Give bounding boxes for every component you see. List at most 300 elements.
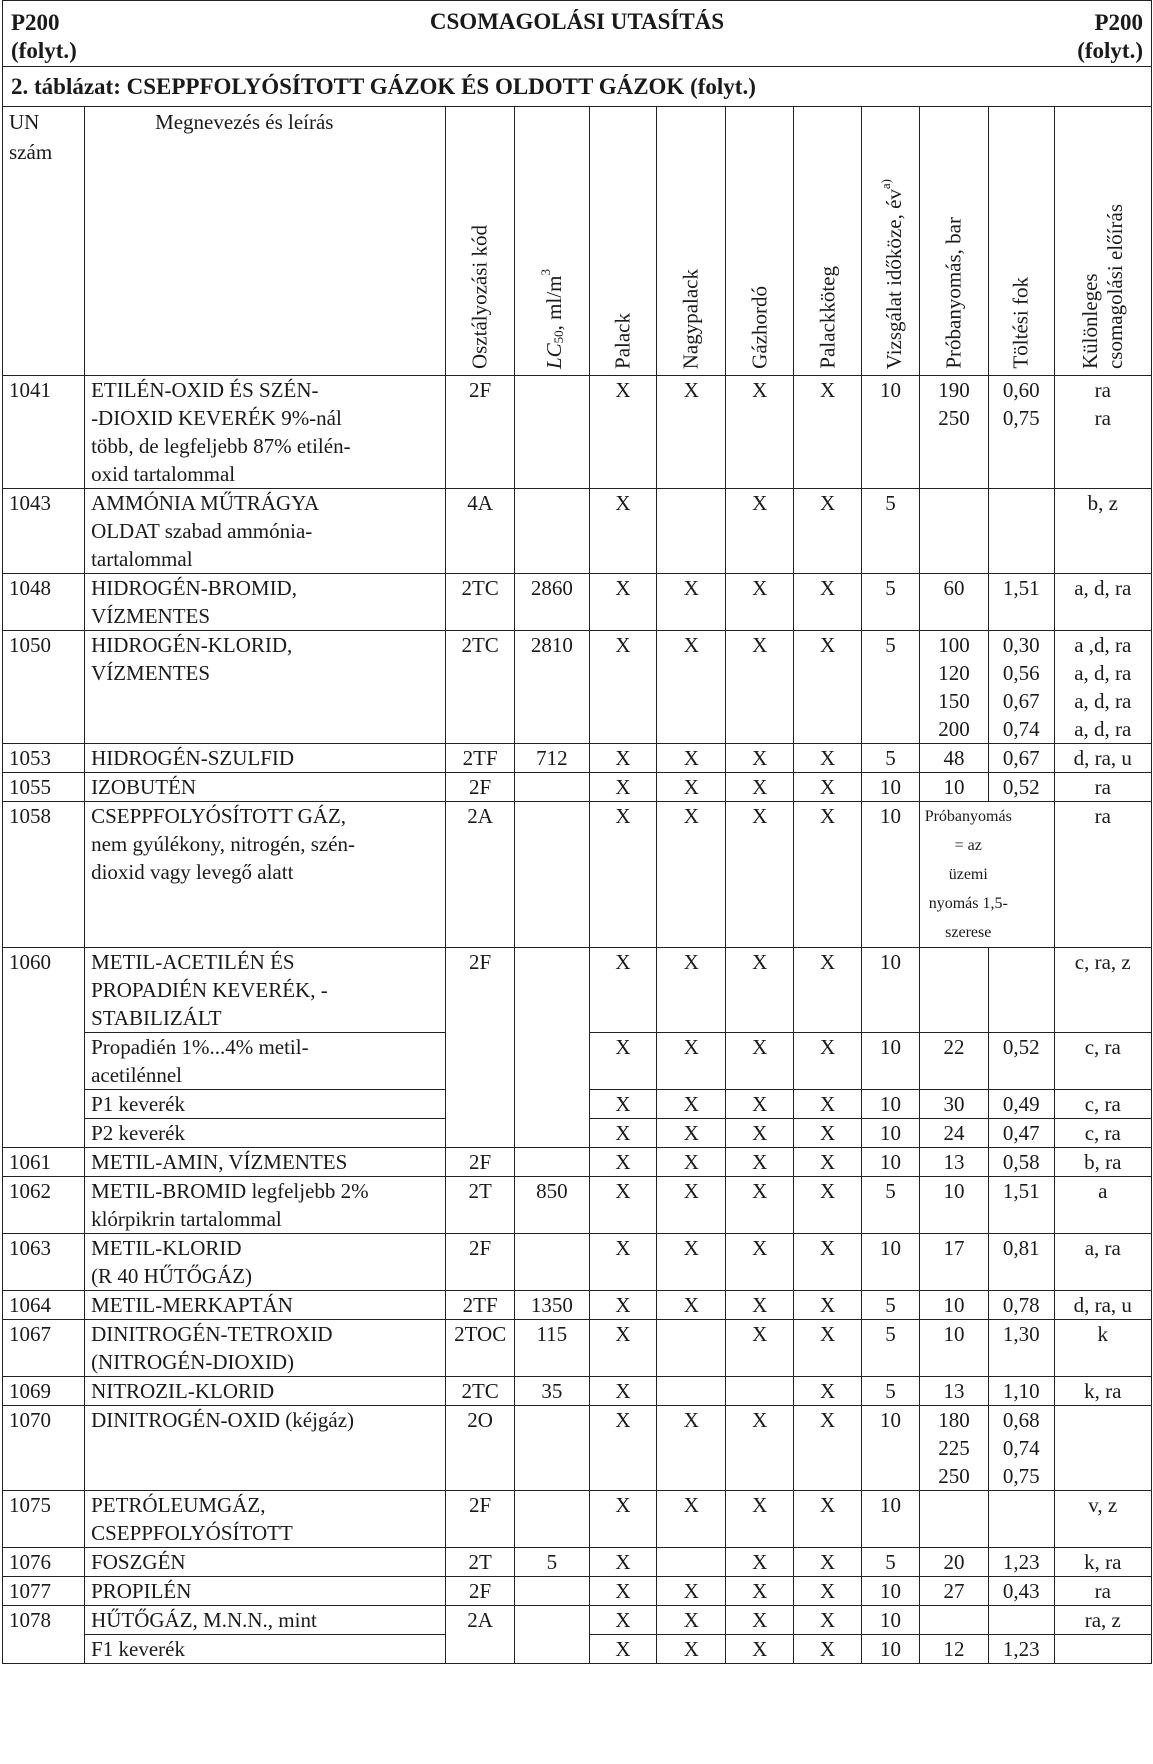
name-line: METIL-MERKAPTÁN	[91, 1293, 293, 1317]
filling-ratio-cell	[988, 744, 1054, 773]
table-row	[3, 1606, 1152, 1635]
cylinder-mark: X	[589, 1491, 657, 1548]
special-value: ra	[1094, 378, 1111, 402]
name-line: DINITROGÉN-OXID (kéjgáz)	[91, 1408, 355, 1432]
name-cell	[85, 489, 446, 574]
class-code-cell: 2F	[446, 1577, 515, 1606]
drum-mark: X	[726, 1234, 794, 1291]
bundle-mark: X	[794, 1177, 862, 1234]
test-period-cell: 5	[861, 631, 919, 744]
name-cell	[85, 1291, 446, 1320]
un-number-cell: 1061	[3, 1148, 85, 1177]
name-line: ETILÉN-OXID ÉS SZÉN-	[91, 378, 319, 402]
un-number-cell: 1053	[3, 744, 85, 773]
lc50-cell: 5	[515, 1548, 589, 1577]
pressure-value: 10	[943, 1322, 965, 1346]
name-line: dioxid vagy levegő alatt	[91, 860, 294, 884]
lc50-cell: 850	[515, 1177, 589, 1234]
test-period-cell: 5	[861, 1548, 919, 1577]
drum-mark: X	[726, 1606, 794, 1635]
un-number-cell: 1064	[3, 1291, 85, 1320]
col-name: Megnevezés és leírás	[85, 107, 446, 376]
pressure-value: 150	[938, 689, 970, 713]
class-code-cell: 2F	[446, 1234, 515, 1291]
table-row	[3, 1291, 1152, 1320]
pressure-value: 60	[943, 576, 965, 600]
pressure-value: 17	[943, 1236, 965, 1260]
table-row	[3, 802, 1152, 948]
special-value: a, d, ra	[1074, 689, 1132, 713]
table-row	[3, 631, 1152, 744]
lc50-cell	[515, 948, 589, 1148]
test-pressure-cell	[919, 1606, 988, 1635]
filling-value: 0,30	[1002, 633, 1040, 657]
name-line: IZOBUTÉN	[91, 775, 197, 799]
special-value: v, z	[1088, 1493, 1118, 1517]
filling-value: 0,68	[1002, 1408, 1040, 1432]
special-provision-cell	[1054, 1635, 1151, 1664]
special-provision-cell	[1054, 1377, 1151, 1406]
cylinder-mark: X	[589, 574, 657, 631]
col-drum	[726, 107, 794, 376]
bundle-mark: X	[794, 376, 862, 489]
name-line: tartalommal	[91, 547, 193, 571]
cylinder-mark: X	[589, 1148, 657, 1177]
drum-mark	[726, 1377, 794, 1406]
pressure-value: 200	[938, 717, 970, 741]
table-row	[3, 948, 1152, 1033]
col-lc50-label	[533, 269, 571, 369]
filling-value: 0,74	[1002, 1436, 1040, 1460]
tube-mark: X	[657, 1577, 726, 1606]
bundle-mark: X	[794, 1033, 862, 1090]
pressure-value: 13	[943, 1150, 965, 1174]
pressure-value: 10	[943, 1293, 965, 1317]
test-period-cell: 10	[861, 1406, 919, 1491]
name-cell	[85, 1377, 446, 1406]
special-value: ra, z	[1084, 1608, 1121, 1632]
drum-mark: X	[726, 773, 794, 802]
drum-mark: X	[726, 948, 794, 1033]
class-code-cell: 2TOC	[446, 1320, 515, 1377]
lc50-cell: 35	[515, 1377, 589, 1406]
page-title: CSOMAGOLÁSI UTASÍTÁS	[429, 9, 725, 34]
name-line: STABILIZÁLT	[91, 1006, 222, 1030]
tube-mark: X	[657, 1491, 726, 1548]
name-line: VÍZMENTES	[91, 604, 211, 628]
table-row	[3, 1377, 1152, 1406]
name-line: HIDROGÉN-BROMID,	[91, 576, 297, 600]
test-period-cell: 10	[861, 1234, 919, 1291]
bundle-mark: X	[794, 1635, 862, 1664]
test-period-footnote: a)	[878, 178, 894, 189]
col-cylinder-label: Palack	[610, 313, 635, 369]
class-code-cell: 2F	[446, 1148, 515, 1177]
test-pressure-cell	[919, 1635, 988, 1664]
special-provision-cell	[1054, 1090, 1151, 1119]
un-number-cell: 1055	[3, 773, 85, 802]
test-pressure-cell	[919, 1491, 988, 1548]
special-value: a	[1098, 1179, 1108, 1203]
special-provision-cell	[1054, 1234, 1151, 1291]
pressure-note-line: nyomás 1,5-	[928, 895, 1008, 912]
name-line: METIL-KLORID	[91, 1236, 242, 1260]
special-provision-cell	[1054, 1119, 1151, 1148]
drum-mark: X	[726, 744, 794, 773]
filling-ratio-cell	[988, 1548, 1054, 1577]
bundle-mark: X	[794, 1406, 862, 1491]
tube-mark: X	[657, 1033, 726, 1090]
drum-mark: X	[726, 1033, 794, 1090]
special-value: a ,d, ra	[1074, 633, 1132, 657]
name-line: PROPILÉN	[91, 1579, 192, 1603]
name-cell	[85, 1148, 446, 1177]
bundle-mark: X	[794, 948, 862, 1033]
filling-ratio-cell	[988, 574, 1054, 631]
col-lc50	[515, 107, 589, 376]
name-cell	[85, 376, 446, 489]
cylinder-mark: X	[589, 1291, 657, 1320]
name-cell	[85, 1177, 446, 1234]
tube-mark: X	[657, 574, 726, 631]
name-line: nem gyúlékony, nitrogén, szén-	[91, 832, 356, 856]
special-provision-cell	[1054, 1577, 1151, 1606]
pressure-note-line: üzemi	[948, 866, 988, 883]
col-bundle-label: Palackköteg	[815, 266, 840, 369]
test-pressure-cell	[919, 1320, 988, 1377]
special-value: a, ra	[1084, 1236, 1121, 1260]
special-value: b, ra	[1084, 1150, 1122, 1174]
un-number-cell: 1077	[3, 1577, 85, 1606]
test-pressure-cell	[919, 1234, 988, 1291]
lc50-cell	[515, 1491, 589, 1548]
filling-ratio-cell	[988, 376, 1054, 489]
un-number-cell: 1058	[3, 802, 85, 948]
filling-ratio-cell	[988, 1033, 1054, 1090]
filling-value: 0,56	[1002, 661, 1040, 685]
filling-ratio-cell	[988, 1291, 1054, 1320]
filling-value: 0,74	[1002, 717, 1040, 741]
filling-value: 0,47	[1002, 1121, 1040, 1145]
name-cell	[85, 631, 446, 744]
class-code-cell: 2F	[446, 773, 515, 802]
tube-mark: X	[657, 1635, 726, 1664]
name-line: (R 40 HŰTŐGÁZ)	[91, 1264, 253, 1288]
test-period-cell: 10	[861, 1491, 919, 1548]
continued-label-left: (folyt.)	[11, 38, 77, 63]
pressure-value: 22	[943, 1035, 965, 1059]
name-line: -DIOXID KEVERÉK 9%-nál	[91, 406, 342, 430]
name-line: több, de legfeljebb 87% etilén-	[91, 434, 351, 458]
pressure-value: 13	[943, 1379, 965, 1403]
name-cell	[85, 1320, 446, 1377]
test-period-cell: 10	[861, 1148, 919, 1177]
lc50-unit: , ml/m	[541, 275, 566, 331]
tube-mark: X	[657, 1119, 726, 1148]
table-row	[3, 376, 1152, 489]
filling-ratio-cell	[988, 1377, 1054, 1406]
special-provision-cell	[1054, 631, 1151, 744]
bundle-mark: X	[794, 574, 862, 631]
table-row	[3, 773, 1152, 802]
special-value: c, ra	[1084, 1121, 1121, 1145]
special-value: k	[1097, 1322, 1109, 1346]
name-line: CSEPPFOLYÓSÍTOTT	[91, 1521, 293, 1545]
tube-mark: X	[657, 1090, 726, 1119]
filling-ratio-cell	[988, 1577, 1054, 1606]
filling-ratio-cell	[988, 1320, 1054, 1377]
test-period-cell: 5	[861, 1177, 919, 1234]
special-value: ra	[1094, 804, 1111, 828]
col-tube	[657, 107, 726, 376]
lc50-cell	[515, 376, 589, 489]
table-row	[3, 1320, 1152, 1377]
pressure-value: 190	[938, 378, 970, 402]
col-class-code-label: Osztályozási kód	[467, 224, 492, 369]
pressure-value: 20	[943, 1550, 965, 1574]
special-value: a, d, ra	[1074, 661, 1132, 685]
lc50-cell: 1350	[515, 1291, 589, 1320]
name-cell	[85, 574, 446, 631]
tube-mark	[657, 1320, 726, 1377]
filling-ratio-cell	[988, 489, 1054, 574]
table-row	[3, 1406, 1152, 1491]
special-value: a, d, ra	[1074, 576, 1132, 600]
bundle-mark: X	[794, 802, 862, 948]
class-code-cell: 2TC	[446, 1377, 515, 1406]
drum-mark: X	[726, 802, 794, 948]
test-pressure-cell	[919, 1033, 988, 1090]
filling-value: 0,60	[1002, 378, 1040, 402]
class-code-cell: 2TF	[446, 1291, 515, 1320]
tube-mark	[657, 1548, 726, 1577]
filling-ratio-cell	[988, 1234, 1054, 1291]
filling-value: 1,30	[1002, 1322, 1040, 1346]
filling-value: 0,67	[1002, 746, 1040, 770]
class-code-cell: 2T	[446, 1548, 515, 1577]
filling-value: 0,58	[1002, 1150, 1040, 1174]
test-period-cell: 5	[861, 1291, 919, 1320]
tube-mark: X	[657, 773, 726, 802]
filling-value: 1,10	[1002, 1379, 1040, 1403]
pressure-value: 48	[943, 746, 965, 770]
cylinder-mark: X	[589, 744, 657, 773]
un-number-cell: 1041	[3, 376, 85, 489]
drum-mark: X	[726, 631, 794, 744]
test-period-cell: 10	[861, 1119, 919, 1148]
pressure-value: 24	[943, 1121, 965, 1145]
special-value: ra	[1094, 1579, 1111, 1603]
bundle-mark: X	[794, 744, 862, 773]
test-period-cell: 5	[861, 1377, 919, 1406]
pressure-note-line: szerese	[945, 924, 992, 941]
class-code-cell: 2O	[446, 1406, 515, 1491]
special-value: ra	[1094, 775, 1111, 799]
name-line: FOSZGÉN	[91, 1550, 186, 1574]
cylinder-mark: X	[589, 1234, 657, 1291]
test-period-cell: 5	[861, 1320, 919, 1377]
col-un-number	[3, 107, 85, 376]
cylinder-mark: X	[589, 1606, 657, 1635]
special-value: b, z	[1087, 491, 1118, 515]
drum-mark: X	[726, 574, 794, 631]
name-line: AMMÓNIA MŰTRÁGYA	[91, 491, 320, 515]
special-provision-cell	[1054, 489, 1151, 574]
lc50-symbol: LC	[541, 343, 566, 369]
name-line: P1 keverék	[91, 1092, 185, 1116]
un-number-cell: 1070	[3, 1406, 85, 1491]
drum-mark: X	[726, 1577, 794, 1606]
un-number-cell: 1062	[3, 1177, 85, 1234]
name-line: HIDROGÉN-KLORID,	[91, 633, 293, 657]
col-class-code	[446, 107, 515, 376]
filling-value: 0,52	[1002, 775, 1040, 799]
bundle-mark: X	[794, 1090, 862, 1119]
pressure-note-line: = az	[954, 837, 982, 854]
pressure-note-line: Próbanyomás	[924, 808, 1012, 825]
filling-value: 0,52	[1002, 1035, 1040, 1059]
pressure-value: 250	[938, 406, 970, 430]
special-value: d, ra, u	[1073, 1293, 1132, 1317]
lc50-cell	[515, 1234, 589, 1291]
test-period-cell: 5	[861, 574, 919, 631]
cylinder-mark: X	[589, 1377, 657, 1406]
name-cell	[85, 948, 446, 1033]
drum-mark: X	[726, 1548, 794, 1577]
filling-value: 0,75	[1002, 1464, 1040, 1488]
name-cell	[85, 1606, 446, 1635]
col-filling-ratio-label: Töltési fok	[1008, 277, 1033, 369]
drum-mark: X	[726, 1177, 794, 1234]
table-header-row	[3, 107, 1152, 376]
bundle-mark: X	[794, 1491, 862, 1548]
cylinder-mark: X	[589, 1119, 657, 1148]
name-cell	[85, 802, 446, 948]
tube-mark: X	[657, 1234, 726, 1291]
special-provision-cell	[1054, 773, 1151, 802]
test-pressure-cell	[919, 1291, 988, 1320]
bundle-mark: X	[794, 1148, 862, 1177]
name-line: HIDROGÉN-SZULFID	[91, 746, 295, 770]
bundle-mark: X	[794, 631, 862, 744]
special-provision-cell	[1054, 744, 1151, 773]
drum-mark: X	[726, 1320, 794, 1377]
test-period-cell: 5	[861, 489, 919, 574]
name-line: PETRÓLEUMGÁZ,	[91, 1493, 266, 1517]
special-provision-cell	[1054, 1320, 1151, 1377]
lc50-cell	[515, 802, 589, 948]
bundle-mark: X	[794, 1291, 862, 1320]
drum-mark: X	[726, 376, 794, 489]
table-row	[3, 1148, 1152, 1177]
name-cell	[85, 1577, 446, 1606]
name-line: METIL-AMIN, VÍZMENTES	[91, 1150, 348, 1174]
un-number-cell: 1048	[3, 574, 85, 631]
lc50-cell: 2860	[515, 574, 589, 631]
special-provision-cell	[1054, 574, 1151, 631]
test-period-cell: 10	[861, 802, 919, 948]
test-pressure-cell	[919, 1090, 988, 1119]
col-test-period-label	[873, 179, 907, 369]
drum-mark: X	[726, 1090, 794, 1119]
class-code-cell: 2T	[446, 1177, 515, 1234]
special-provision-cell	[1054, 1033, 1151, 1090]
cylinder-mark: X	[589, 1090, 657, 1119]
name-line: klórpikrin tartalommal	[91, 1207, 282, 1231]
document-page	[2, 0, 1152, 1664]
special-provision-cell	[1054, 802, 1151, 948]
test-period-cell: 10	[861, 1090, 919, 1119]
filling-ratio-cell	[988, 1177, 1054, 1234]
tube-mark: X	[657, 802, 726, 948]
special-provision-cell	[1054, 1406, 1151, 1491]
class-code-cell: 2A	[446, 802, 515, 948]
cylinder-mark: X	[589, 489, 657, 574]
bundle-mark: X	[794, 489, 862, 574]
table-caption: 2. táblázat: CSEPPFOLYÓSÍTOTT GÁZOK ÉS OLDOTT GÁZOK (folyt.)	[2, 66, 1152, 106]
filling-value: 1,51	[1002, 576, 1040, 600]
filling-ratio-cell	[988, 773, 1054, 802]
col-test-period	[861, 107, 919, 376]
un-number-cell: 1067	[3, 1320, 85, 1377]
tube-mark	[657, 1377, 726, 1406]
name-line: OLDAT szabad ammónia-	[91, 519, 313, 543]
name-cell	[85, 1635, 446, 1664]
tube-mark: X	[657, 1406, 726, 1491]
lc50-subscript: 50	[550, 330, 566, 344]
filling-ratio-cell	[988, 1406, 1054, 1491]
special-value: c, ra	[1084, 1035, 1121, 1059]
gas-table	[2, 106, 1152, 1664]
lc50-cell: 115	[515, 1320, 589, 1377]
name-cell	[85, 1090, 446, 1119]
tube-mark: X	[657, 1148, 726, 1177]
col-drum-label: Gázhordó	[747, 286, 772, 369]
filling-value: 0,81	[1002, 1236, 1040, 1260]
pressure-value: 30	[943, 1092, 965, 1116]
special-provision-cell	[1054, 1548, 1151, 1577]
col-filling-ratio	[988, 107, 1054, 376]
class-code-cell: 2TC	[446, 574, 515, 631]
name-line: P2 keverék	[91, 1121, 185, 1145]
lc50-cell	[515, 489, 589, 574]
special-provision-cell	[1054, 1177, 1151, 1234]
filling-ratio-cell	[988, 1119, 1054, 1148]
special-provision-cell	[1054, 1606, 1151, 1635]
cylinder-mark: X	[589, 1033, 657, 1090]
test-pressure-cell	[919, 1119, 988, 1148]
name-cell	[85, 1548, 446, 1577]
filling-ratio-cell	[988, 1090, 1054, 1119]
filling-ratio-cell	[988, 631, 1054, 744]
filling-value: 0,78	[1002, 1293, 1040, 1317]
special-value: k, ra	[1084, 1550, 1122, 1574]
bundle-mark: X	[794, 1548, 862, 1577]
name-cell	[85, 1491, 446, 1548]
special-provision-cell	[1054, 1148, 1151, 1177]
special-provision-cell	[1054, 1291, 1151, 1320]
name-line: NITROZIL-KLORID	[91, 1379, 275, 1403]
table-row	[3, 489, 1152, 574]
filling-ratio-cell	[988, 1491, 1054, 1548]
un-number-cell: 1060	[3, 948, 85, 1148]
col-tube-label: Nagypalack	[678, 268, 703, 369]
pressure-value: 250	[938, 1464, 970, 1488]
bundle-mark: X	[794, 1234, 862, 1291]
test-pressure-cell	[919, 1377, 988, 1406]
col-un-line2: szám	[9, 140, 53, 164]
test-pressure-note	[919, 802, 1054, 948]
